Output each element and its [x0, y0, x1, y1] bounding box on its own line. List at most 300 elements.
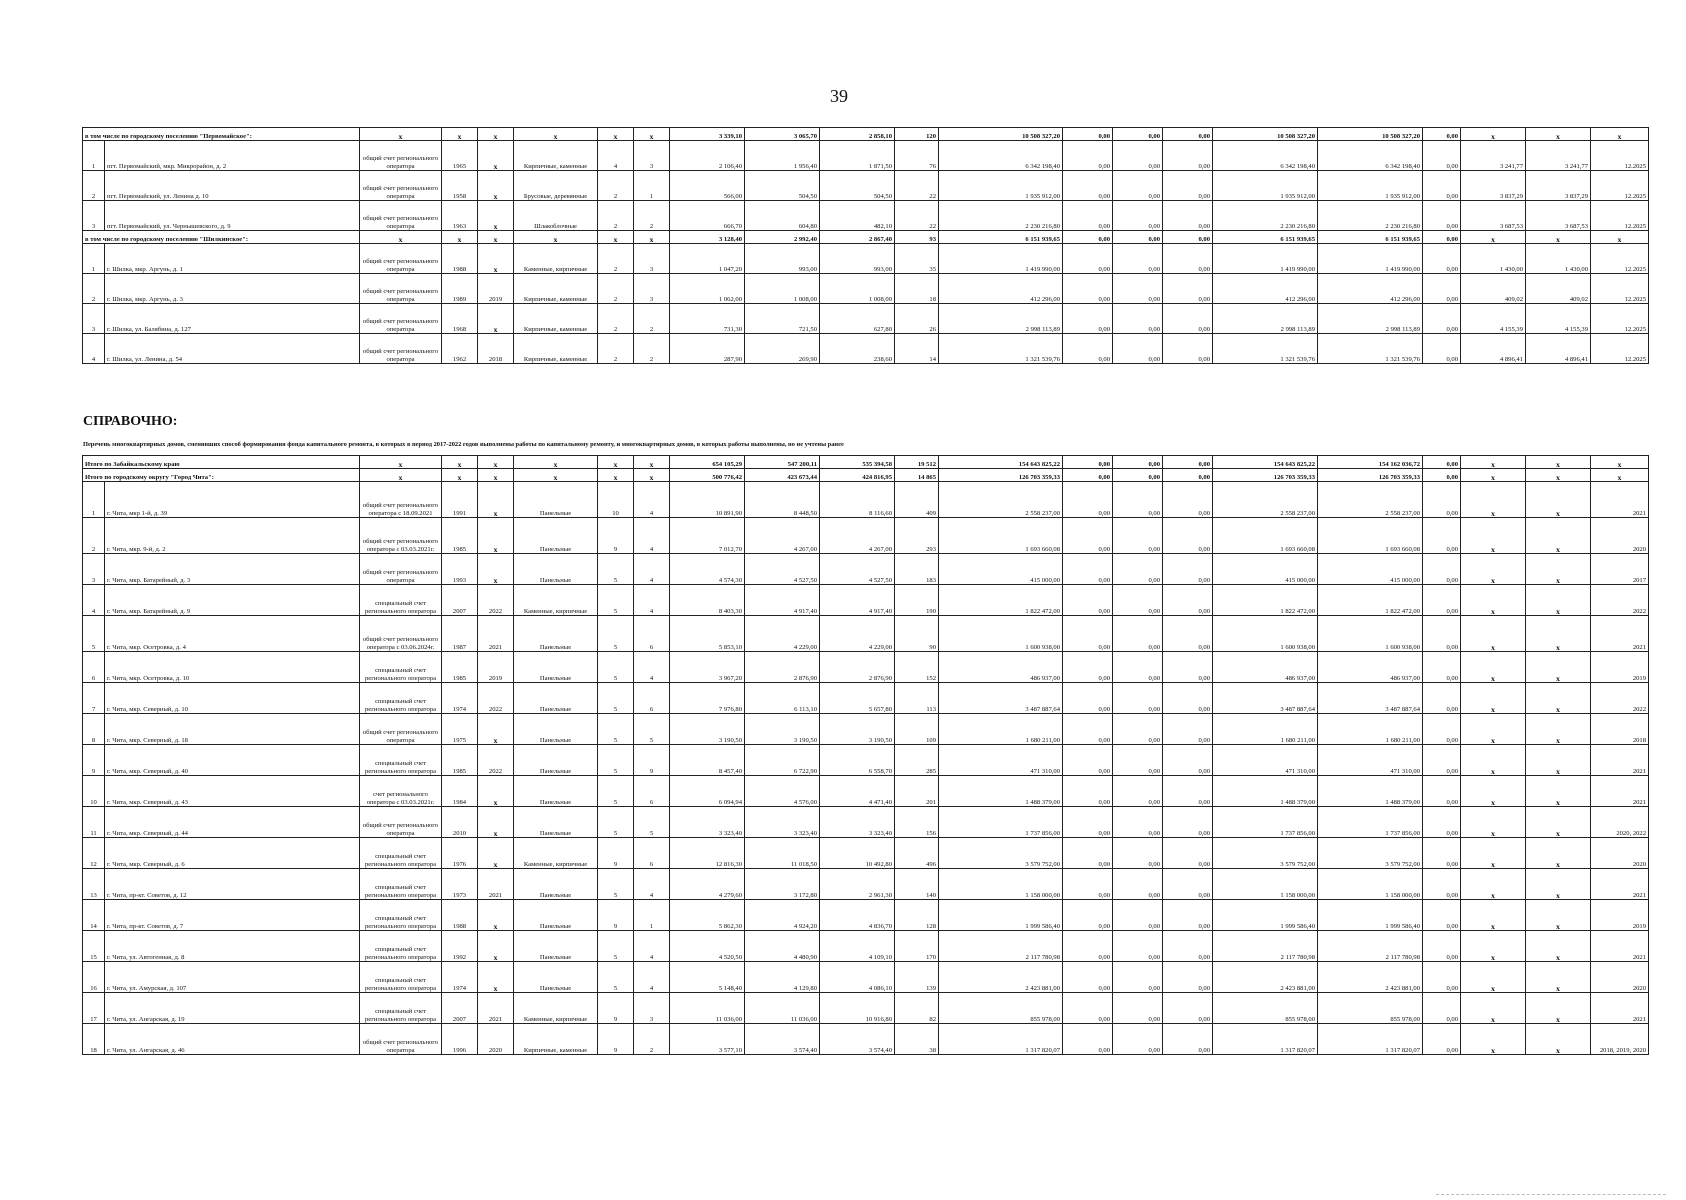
cell-acct: счет регионального оператора с 03.03.2021г.: [360, 776, 442, 807]
cell-acct: общий счет регионального оператора: [360, 244, 442, 274]
cell-s3: 1 871,50: [820, 141, 895, 171]
table-row: [83, 585, 1649, 616]
cell-acct: общий счет регионального оператора: [360, 714, 442, 745]
cell-year: 2021: [1591, 776, 1649, 807]
cell-f2: 0,00: [1113, 962, 1163, 993]
cell-year: 12.2025: [1591, 171, 1649, 201]
grand-total-cell: x: [514, 469, 598, 482]
cell-f3: 0,00: [1163, 482, 1213, 518]
cell-f4: 1 680 211,00: [1213, 714, 1318, 745]
cell-n: 4: [83, 334, 105, 364]
cell-walls: Брусовые, деревянные: [514, 171, 598, 201]
cell-s2: 4 267,00: [745, 518, 820, 554]
cell-ppl: 76: [895, 141, 939, 171]
cell-f6: 0,00: [1423, 518, 1461, 554]
cell-rec: 2022: [478, 585, 514, 616]
cell-f4: 412 296,00: [1213, 274, 1318, 304]
table-row: [83, 274, 1649, 304]
cell-walls: Панельные: [514, 869, 598, 900]
cell-total: 415 000,00: [939, 554, 1063, 585]
cell-f1: 0,00: [1063, 652, 1113, 683]
grand-total-cell: x: [478, 456, 514, 469]
cell-floors: 5: [598, 745, 634, 776]
section-total-cell: 2 867,40: [820, 231, 895, 244]
cell-acct: специальный счет регионального оператора: [360, 745, 442, 776]
cell-floors: 2: [598, 304, 634, 334]
grand-total-cell: x: [598, 456, 634, 469]
cell-ppl: 156: [895, 807, 939, 838]
cell-f3: 0,00: [1163, 869, 1213, 900]
grand-total-cell: x: [634, 469, 670, 482]
grand-total-cell: x: [1461, 469, 1526, 482]
cell-total: 486 937,00: [939, 652, 1063, 683]
cell-floors: 5: [598, 585, 634, 616]
cell-s1: 4 520,50: [670, 931, 745, 962]
cell-floors: 5: [598, 776, 634, 807]
cell-c1: x: [1461, 616, 1526, 652]
cell-entr: 6: [634, 683, 670, 714]
cell-addr: г. Шилка, ул. Ленина, д. 54: [105, 334, 360, 364]
cell-c1: x: [1461, 482, 1526, 518]
cell-f4: 1 600 938,00: [1213, 616, 1318, 652]
cell-year: 2021: [1591, 869, 1649, 900]
cell-total: 1 419 990,00: [939, 244, 1063, 274]
cell-s1: 5 148,40: [670, 962, 745, 993]
cell-f6: 0,00: [1423, 714, 1461, 745]
section-total-cell: x: [478, 128, 514, 141]
cell-f2: 0,00: [1113, 931, 1163, 962]
cell-c2: x: [1526, 900, 1591, 931]
cell-f6: 0,00: [1423, 171, 1461, 201]
cell-ppl: 22: [895, 201, 939, 231]
cell-acct: общий счет регионального оператора: [360, 304, 442, 334]
cell-f6: 0,00: [1423, 616, 1461, 652]
cell-f6: 0,00: [1423, 900, 1461, 931]
cell-ppl: 140: [895, 869, 939, 900]
cell-acct: общий счет регионального оператора с 03.03.2021г.: [360, 518, 442, 554]
cell-f6: 0,00: [1423, 993, 1461, 1024]
cell-rec: 2019: [478, 274, 514, 304]
cell-c2: x: [1526, 838, 1591, 869]
cell-total: 1 737 856,00: [939, 807, 1063, 838]
cell-total: 1 935 912,00: [939, 171, 1063, 201]
cell-floors: 10: [598, 482, 634, 518]
cell-year: 12.2025: [1591, 304, 1649, 334]
cell-entr: 4: [634, 482, 670, 518]
cell-addr: г. Чита, мкр. Осетровка, д. 10: [105, 652, 360, 683]
cell-s2: 721,50: [745, 304, 820, 334]
cell-entr: 4: [634, 554, 670, 585]
cell-rec: x: [478, 776, 514, 807]
cell-s1: 1 047,20: [670, 244, 745, 274]
cell-f1: 0,00: [1063, 838, 1113, 869]
cell-rec: 2021: [478, 616, 514, 652]
cell-c1: 1 430,00: [1461, 244, 1526, 274]
cell-year: 2022: [1591, 585, 1649, 616]
cell-s1: 731,30: [670, 304, 745, 334]
grand-total-cell: 0,00: [1163, 469, 1213, 482]
cell-rec: 2018: [478, 334, 514, 364]
cell-built: 1968: [442, 304, 478, 334]
cell-total: 1 680 211,00: [939, 714, 1063, 745]
cell-ppl: 109: [895, 714, 939, 745]
cell-built: 1984: [442, 776, 478, 807]
table-row: [83, 1024, 1649, 1055]
cell-f1: 0,00: [1063, 141, 1113, 171]
section-total-cell: x: [1461, 128, 1526, 141]
cell-f1: 0,00: [1063, 334, 1113, 364]
cell-f3: 0,00: [1163, 900, 1213, 931]
cell-s3: 3 574,40: [820, 1024, 895, 1055]
section-total-cell: x: [1526, 128, 1591, 141]
cell-n: 15: [83, 931, 105, 962]
cell-c2: x: [1526, 482, 1591, 518]
cell-ppl: 38: [895, 1024, 939, 1055]
cell-f4: 1 822 472,00: [1213, 585, 1318, 616]
cell-f1: 0,00: [1063, 616, 1113, 652]
table-row: [83, 900, 1649, 931]
cell-f4: 2 558 237,00: [1213, 482, 1318, 518]
cell-total: 2 558 237,00: [939, 482, 1063, 518]
grand-total-cell: 535 394,58: [820, 456, 895, 469]
cell-f4: 486 937,00: [1213, 652, 1318, 683]
cell-walls: Панельные: [514, 776, 598, 807]
cell-acct: общий счет регионального оператора: [360, 274, 442, 304]
cell-s2: 8 448,50: [745, 482, 820, 518]
cell-s3: 5 657,80: [820, 683, 895, 714]
grand-total-cell: x: [598, 469, 634, 482]
cell-built: 1996: [442, 1024, 478, 1055]
cell-entr: 1: [634, 900, 670, 931]
section-total-cell: x: [1591, 128, 1649, 141]
cell-built: 1974: [442, 962, 478, 993]
cell-f4: 1 737 856,00: [1213, 807, 1318, 838]
cell-f5: 2 117 780,98: [1318, 931, 1423, 962]
cell-walls: Шлакоблочные: [514, 201, 598, 231]
cell-year: 2021: [1591, 993, 1649, 1024]
table-row: [83, 931, 1649, 962]
cell-s2: 6 722,90: [745, 745, 820, 776]
cell-entr: 3: [634, 141, 670, 171]
cell-c1: x: [1461, 1024, 1526, 1055]
grand-total-cell: 423 673,44: [745, 469, 820, 482]
grand-total-cell: x: [360, 456, 442, 469]
cell-rec: 2021: [478, 869, 514, 900]
cell-s2: 4 576,00: [745, 776, 820, 807]
cell-s1: 3 577,10: [670, 1024, 745, 1055]
cell-c1: x: [1461, 993, 1526, 1024]
section-total-cell: x: [1526, 231, 1591, 244]
cell-addr: г. Чита, мкр. Северный, д. 43: [105, 776, 360, 807]
cell-f1: 0,00: [1063, 585, 1113, 616]
cell-f6: 0,00: [1423, 683, 1461, 714]
cell-built: 2007: [442, 993, 478, 1024]
cell-floors: 5: [598, 652, 634, 683]
cell-rec: x: [478, 171, 514, 201]
cell-addr: г. Чита, мкр. Осетровка, д. 4: [105, 616, 360, 652]
cell-walls: Каменные, кирпичные: [514, 585, 598, 616]
cell-addr: г. Чита, ул. Ангарская, д. 46: [105, 1024, 360, 1055]
cell-f6: 0,00: [1423, 585, 1461, 616]
cell-ppl: 409: [895, 482, 939, 518]
table-row: [83, 304, 1649, 334]
cell-n: 1: [83, 244, 105, 274]
cell-built: 2007: [442, 585, 478, 616]
section-total-cell: x: [442, 128, 478, 141]
cell-rec: 2019: [478, 652, 514, 683]
cell-built: 1985: [442, 652, 478, 683]
cell-walls: Панельные: [514, 518, 598, 554]
cell-walls: Кирпичные, каменные: [514, 334, 598, 364]
grand-total-cell: 126 703 359,33: [1213, 469, 1318, 482]
cell-floors: 5: [598, 869, 634, 900]
cell-f3: 0,00: [1163, 171, 1213, 201]
grand-total-cell: 0,00: [1163, 456, 1213, 469]
section-total-cell: x: [1591, 231, 1649, 244]
cell-c1: 4 155,39: [1461, 304, 1526, 334]
table-row: [83, 869, 1649, 900]
cell-s1: 8 457,40: [670, 745, 745, 776]
cell-acct: общий счет регионального оператора: [360, 201, 442, 231]
section-total-cell: 2 858,10: [820, 128, 895, 141]
cell-ppl: 18: [895, 274, 939, 304]
cell-walls: Кирпичные, каменные: [514, 274, 598, 304]
cell-entr: 3: [634, 993, 670, 1024]
cell-c2: 4 896,41: [1526, 334, 1591, 364]
cell-acct: общий счет регионального оператора: [360, 1024, 442, 1055]
cell-f6: 0,00: [1423, 1024, 1461, 1055]
cell-f2: 0,00: [1113, 334, 1163, 364]
cell-acct: специальный счет регионального оператора: [360, 585, 442, 616]
cell-c2: x: [1526, 993, 1591, 1024]
cell-f6: 0,00: [1423, 807, 1461, 838]
cell-total: 1 321 539,76: [939, 334, 1063, 364]
cell-s1: 3 190,50: [670, 714, 745, 745]
cell-built: 1987: [442, 616, 478, 652]
cell-entr: 3: [634, 274, 670, 304]
cell-f2: 0,00: [1113, 900, 1163, 931]
grand-total-cell: x: [442, 456, 478, 469]
cell-n: 17: [83, 993, 105, 1024]
cell-s3: 4 471,40: [820, 776, 895, 807]
table-row: [83, 838, 1649, 869]
cell-n: 1: [83, 141, 105, 171]
cell-walls: Каменные, кирпичные: [514, 244, 598, 274]
cell-f3: 0,00: [1163, 807, 1213, 838]
cell-floors: 5: [598, 931, 634, 962]
cell-f5: 1 822 472,00: [1318, 585, 1423, 616]
cell-year: 2017: [1591, 554, 1649, 585]
cell-total: 1 999 586,40: [939, 900, 1063, 931]
cell-entr: 4: [634, 652, 670, 683]
section-total-cell: 0,00: [1423, 128, 1461, 141]
cell-walls: Панельные: [514, 900, 598, 931]
cell-f6: 0,00: [1423, 141, 1461, 171]
cell-f1: 0,00: [1063, 518, 1113, 554]
cell-f5: 2 558 237,00: [1318, 482, 1423, 518]
cell-floors: 9: [598, 993, 634, 1024]
cell-n: 13: [83, 869, 105, 900]
cell-built: 1988: [442, 244, 478, 274]
section-total-cell: x: [442, 231, 478, 244]
cell-ppl: 496: [895, 838, 939, 869]
cell-f5: 3 579 752,00: [1318, 838, 1423, 869]
cell-s2: 4 917,40: [745, 585, 820, 616]
grand-total-cell: 0,00: [1113, 456, 1163, 469]
section-total-cell: x: [478, 231, 514, 244]
cell-s3: 4 836,70: [820, 900, 895, 931]
cell-f2: 0,00: [1113, 482, 1163, 518]
cell-f6: 0,00: [1423, 745, 1461, 776]
cell-total: 1 822 472,00: [939, 585, 1063, 616]
cell-year: 2022: [1591, 683, 1649, 714]
cell-entr: 2: [634, 1024, 670, 1055]
cell-rec: x: [478, 304, 514, 334]
grand-total-cell: x: [1591, 456, 1649, 469]
cell-f1: 0,00: [1063, 776, 1113, 807]
cell-s2: 4 924,20: [745, 900, 820, 931]
cell-s1: 5 862,30: [670, 900, 745, 931]
cell-f1: 0,00: [1063, 683, 1113, 714]
cell-f6: 0,00: [1423, 554, 1461, 585]
cell-f4: 3 487 887,64: [1213, 683, 1318, 714]
cell-c1: x: [1461, 745, 1526, 776]
cell-addr: пгт. Первомайский, ул. Ленина д. 10: [105, 171, 360, 201]
cell-c1: x: [1461, 554, 1526, 585]
grand-total-cell: x: [1526, 469, 1591, 482]
section-total-row: [83, 231, 1649, 244]
cell-f4: 2 117 780,98: [1213, 931, 1318, 962]
cell-ppl: 170: [895, 931, 939, 962]
cell-n: 5: [83, 616, 105, 652]
cell-rec: 2020: [478, 1024, 514, 1055]
cell-floors: 9: [598, 900, 634, 931]
cell-built: 1985: [442, 518, 478, 554]
cell-f3: 0,00: [1163, 274, 1213, 304]
cell-year: 2018: [1591, 714, 1649, 745]
cell-f5: 1 737 856,00: [1318, 807, 1423, 838]
cell-rec: 2021: [478, 993, 514, 1024]
cell-s2: 604,80: [745, 201, 820, 231]
cell-s3: 482,10: [820, 201, 895, 231]
cell-ppl: 201: [895, 776, 939, 807]
cell-f2: 0,00: [1113, 554, 1163, 585]
cell-f1: 0,00: [1063, 1024, 1113, 1055]
cell-f4: 2 230 216,80: [1213, 201, 1318, 231]
cell-ppl: 293: [895, 518, 939, 554]
cell-n: 8: [83, 714, 105, 745]
cell-f6: 0,00: [1423, 652, 1461, 683]
cell-n: 2: [83, 518, 105, 554]
cell-c1: 4 896,41: [1461, 334, 1526, 364]
section-total-cell: 3 128,40: [670, 231, 745, 244]
cell-built: 1962: [442, 334, 478, 364]
table-row: [83, 993, 1649, 1024]
cell-s2: 269,90: [745, 334, 820, 364]
cell-f5: 1 419 990,00: [1318, 244, 1423, 274]
cell-s3: 10 492,80: [820, 838, 895, 869]
cell-f5: 2 423 881,00: [1318, 962, 1423, 993]
grand-total-cell: 547 200,11: [745, 456, 820, 469]
cell-f6: 0,00: [1423, 304, 1461, 334]
grand-total-cell: x: [478, 469, 514, 482]
cell-n: 11: [83, 807, 105, 838]
cell-f4: 1 488 379,00: [1213, 776, 1318, 807]
cell-c2: 1 430,00: [1526, 244, 1591, 274]
cell-c1: x: [1461, 900, 1526, 931]
section-total-cell: 0,00: [1113, 231, 1163, 244]
grand-total-cell: x: [1526, 456, 1591, 469]
cell-f5: 471 310,00: [1318, 745, 1423, 776]
cell-c1: x: [1461, 838, 1526, 869]
cell-entr: 4: [634, 962, 670, 993]
cell-ppl: 183: [895, 554, 939, 585]
section-title: в том числе по городскому поселению "Шилкинское":: [83, 231, 360, 244]
grand-total-cell: 154 643 825,22: [939, 456, 1063, 469]
section-total-cell: x: [514, 231, 598, 244]
cell-f2: 0,00: [1113, 201, 1163, 231]
cell-s3: 4 267,00: [820, 518, 895, 554]
cell-f2: 0,00: [1113, 141, 1163, 171]
cell-s2: 11 036,00: [745, 993, 820, 1024]
table-row: [83, 776, 1649, 807]
cell-f6: 0,00: [1423, 244, 1461, 274]
grand-total-label: Итого по городскому округу "Город Чита":: [83, 469, 360, 482]
grand-total-cell: 654 105,29: [670, 456, 745, 469]
cell-f6: 0,00: [1423, 274, 1461, 304]
cell-built: 1992: [442, 931, 478, 962]
cell-s2: 6 113,10: [745, 683, 820, 714]
cell-rec: x: [478, 807, 514, 838]
cell-f2: 0,00: [1113, 869, 1163, 900]
cell-f1: 0,00: [1063, 274, 1113, 304]
cell-year: 12.2025: [1591, 334, 1649, 364]
cell-floors: 2: [598, 171, 634, 201]
cell-entr: 4: [634, 931, 670, 962]
cell-s1: 7 012,70: [670, 518, 745, 554]
cell-s2: 3 323,40: [745, 807, 820, 838]
cell-rec: x: [478, 482, 514, 518]
cell-addr: г. Чита, мкр. 9-й, д. 2: [105, 518, 360, 554]
cell-built: 1963: [442, 201, 478, 231]
cell-acct: общий счет регионального оператора: [360, 171, 442, 201]
cell-f4: 471 310,00: [1213, 745, 1318, 776]
cell-f1: 0,00: [1063, 714, 1113, 745]
cell-total: 1 488 379,00: [939, 776, 1063, 807]
cell-built: 1974: [442, 683, 478, 714]
cell-built: 1975: [442, 714, 478, 745]
cell-f6: 0,00: [1423, 776, 1461, 807]
cell-f3: 0,00: [1163, 652, 1213, 683]
cell-ppl: 14: [895, 334, 939, 364]
cell-f1: 0,00: [1063, 900, 1113, 931]
cell-built: 1976: [442, 838, 478, 869]
grand-total-cell: 19 512: [895, 456, 939, 469]
cell-ppl: 113: [895, 683, 939, 714]
cell-f4: 1 158 000,00: [1213, 869, 1318, 900]
cell-s2: 2 876,90: [745, 652, 820, 683]
cell-walls: Панельные: [514, 745, 598, 776]
cell-f1: 0,00: [1063, 962, 1113, 993]
cell-f1: 0,00: [1063, 304, 1113, 334]
cell-f5: 412 296,00: [1318, 274, 1423, 304]
cell-total: 1 600 938,00: [939, 616, 1063, 652]
cell-f2: 0,00: [1113, 807, 1163, 838]
cell-walls: Панельные: [514, 554, 598, 585]
cell-f3: 0,00: [1163, 244, 1213, 274]
cell-f3: 0,00: [1163, 962, 1213, 993]
cell-acct: специальный счет регионального оператора: [360, 652, 442, 683]
